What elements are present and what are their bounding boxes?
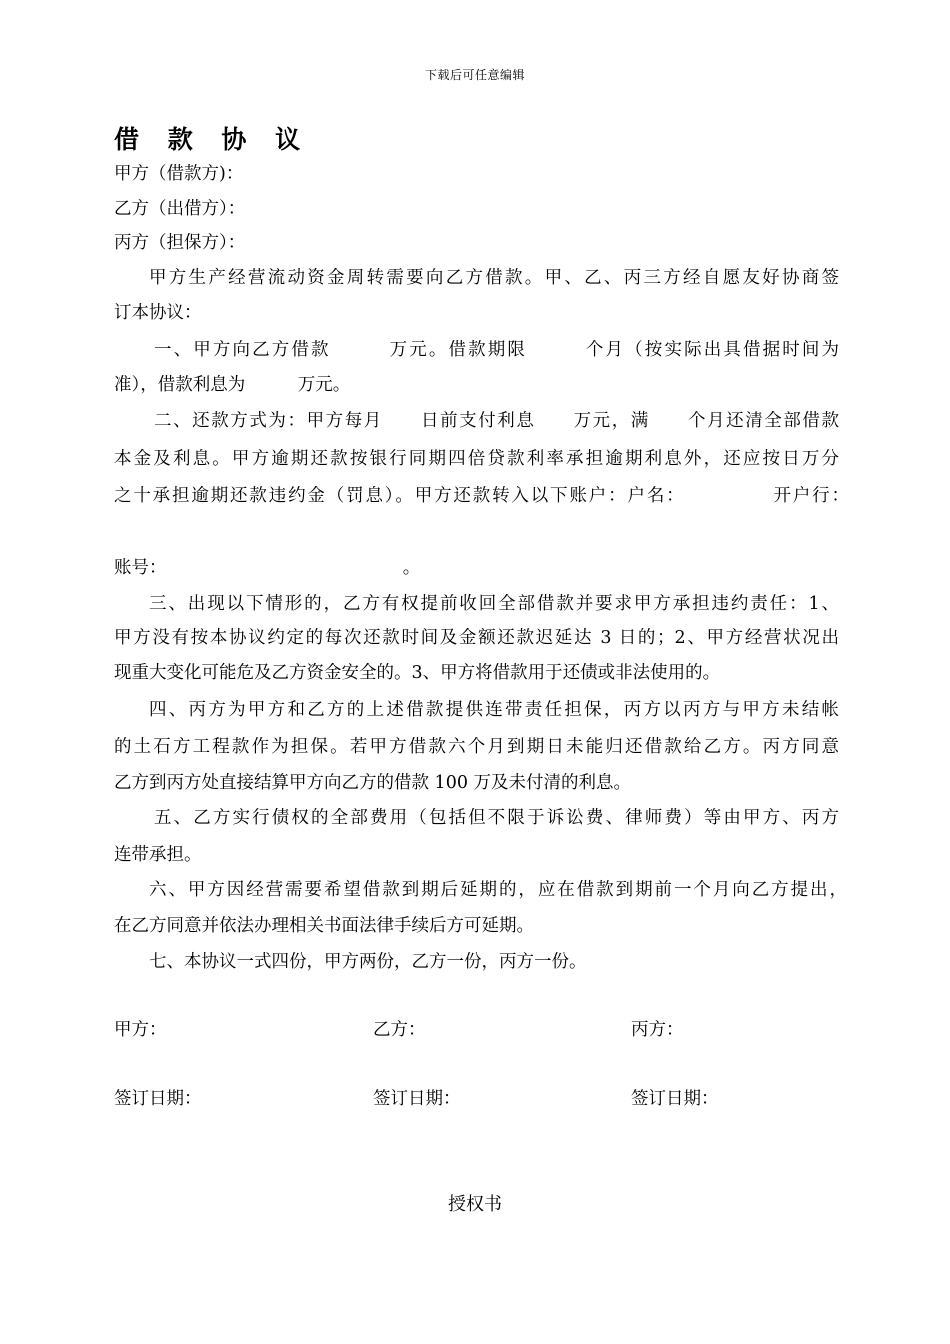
clause4-line-2: 的土石方工程款作为担保。若甲方借款六个月到期日未能归还借款给乙方。丙方同意: [114, 737, 839, 757]
clause4-line-3: 乙方到丙方处直接结算甲方向乙方的借款 100 万及未付清的利息。: [114, 773, 632, 793]
clause2-line-4: 账号： 。: [114, 558, 421, 578]
clause6-line-1: 六、甲方因经营需要希望借款到期后延期的，应在借款到期前一个月向乙方提出，: [149, 880, 847, 900]
clause1-line-1: 一、甲方向乙方借款 万元。借款期限 个月（按实际出具借据时间为: [154, 340, 839, 360]
party-a-signature: 甲方：: [114, 1020, 167, 1040]
document-title: 借 款 协 议: [114, 125, 311, 154]
clause4-line-1: 四、丙方为甲方和乙方的上述借款提供连带责任担保，丙方以丙方与甲方未结帐: [149, 700, 839, 720]
clause1-line-2: 准），借款利息为 万元。: [114, 375, 351, 395]
party-c-signing-date: 签订日期：: [631, 1089, 719, 1109]
party-b-signature: 乙方：: [373, 1020, 426, 1040]
intro-line-1: 甲方生产经营流动资金周转需要向乙方借款。甲、乙、丙三方经自愿友好协商签: [149, 268, 839, 288]
clause2-line-1: 二、还款方式为：甲方每月 日前支付利息 万元，满 个月还清全部借款: [154, 411, 839, 431]
party-a-line: 甲方（借款方)：: [114, 164, 244, 184]
header-note: 下载后可任意编辑: [424, 68, 525, 82]
clause3-line-2: 甲方没有按本协议约定的每次还款时间及金额还款迟延达 3 日的；2、甲方经营状况出: [114, 628, 839, 648]
authorization-title: 授权书: [448, 1194, 502, 1215]
clause7-line-1: 七、本协议一式四份，甲方两份，乙方一份，丙方一份。: [149, 952, 587, 972]
clause2-line-3: 之十承担逾期还款违约金（罚息）。甲方还款转入以下账户：户名： 开户行：: [114, 486, 849, 506]
party-b-signing-date: 签订日期：: [373, 1089, 461, 1109]
clause5-line-1: 五、乙方实行债权的全部费用（包括但不限于诉讼费、律师费）等由甲方、丙方: [154, 808, 839, 828]
party-c-line: 丙方（担保方）：: [114, 233, 246, 253]
clause6-line-2: 在乙方同意并依法办理相关书面法律手续后方可延期。: [114, 916, 534, 936]
party-c-signature: 丙方：: [631, 1020, 684, 1040]
clause5-line-2: 连带承担。: [114, 845, 202, 865]
party-b-line: 乙方（出借方）：: [114, 199, 246, 219]
clause3-line-1: 三、出现以下情形的，乙方有权提前收回全部借款并要求甲方承担违约责任：1、: [149, 594, 839, 614]
clause3-line-3: 现重大变化可能危及乙方资金安全的。3、甲方将借款用于还债或非法使用的。: [114, 663, 721, 683]
clause2-line-2: 本金及利息。甲方逾期还款按银行同期四倍贷款利率承担逾期利息外，还应按日万分: [114, 449, 839, 469]
party-a-signing-date: 签订日期：: [114, 1089, 202, 1109]
intro-line-2: 订本协议：: [114, 303, 202, 323]
